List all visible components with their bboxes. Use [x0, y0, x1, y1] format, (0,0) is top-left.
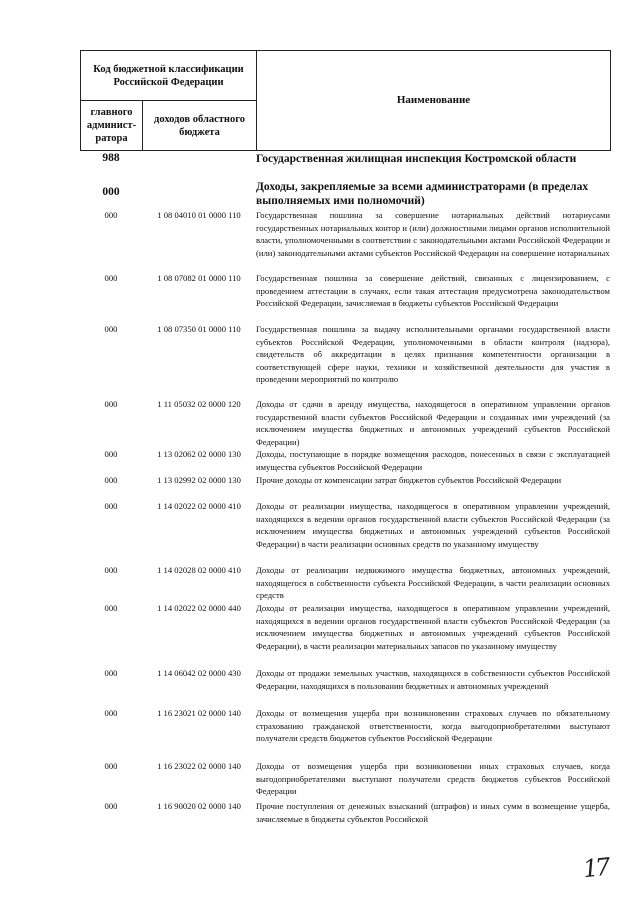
- name-header-cell: [257, 51, 611, 151]
- header-table: [80, 50, 611, 151]
- kbk-code: 1 08 04010 01 0000 110: [157, 210, 241, 220]
- admin-code: 000: [104, 324, 118, 334]
- admin-code: 000: [104, 708, 118, 718]
- row-name: Доходы от реализации имущества, находящегося в оперативном управлении учреждений, находящихся в ведении органов государственной власти субъектов Российской Федерации (за исключением имущества бюджетных и автономных учреждений субъектов Российской Федерации), в части реализации материальных запасов по указанному имуществу: [256, 603, 610, 651]
- admin-code: 000: [104, 565, 118, 575]
- code-title: Код бюджетной классификации Российской Федерации: [93, 63, 244, 88]
- row-name: Государственная пошлина за совершение действий, связанных с лицензированием, с проведением аттестации в случаях, если такая аттестация предусмотрена законодательством Российской Федерации, зачисляемая в бюджеты субъектов Российской Федерации: [256, 273, 610, 309]
- section-code: 000: [102, 186, 120, 198]
- row-name: Прочие доходы от компенсации затрат бюджетов субъектов Российской Федерации: [256, 475, 562, 485]
- kbk-code: 1 16 23022 02 0000 140: [157, 761, 241, 771]
- row-name: Доходы от сдачи в аренду имущества, находящегося в оперативном управлении органов государственной власти субъектов Российской Федерации и созданных ими учреждений (за исключением имущества бюджетных и автономных учреждений субъектов Российской Федерации): [256, 399, 610, 447]
- section-name: Доходы, закрепляемые за всеми администраторами (в пределах выполняемых ими полномочий): [256, 181, 589, 207]
- admin-code: 000: [104, 501, 118, 511]
- row-name: Доходы от возмещения ущерба при возникновении иных страховых случаев, когда выгодоприобретателями выступают получатели средств бюджетов субъектов Российской Федерации: [256, 761, 610, 797]
- code-title-cell: [81, 51, 257, 101]
- income-header-cell: [143, 101, 257, 151]
- admin-code: 000: [104, 761, 118, 771]
- kbk-code: 1 08 07350 01 0000 110: [157, 324, 241, 334]
- kbk-code: 1 11 05032 02 0000 120: [157, 399, 241, 409]
- kbk-code: 1 13 02992 02 0000 130: [157, 475, 241, 485]
- row-name: Прочие поступления от денежных взысканий (штрафов) и иных сумм в возмещение ущерба, зачисляемые в бюджеты субъектов Российской: [256, 801, 610, 824]
- kbk-code: 1 13 02062 02 0000 130: [157, 449, 241, 459]
- admin-code: 000: [104, 210, 118, 220]
- row-name: Государственная пошлина за выдачу исполнительными органами государственной власти субъектов Российской Федерации, уполномоченными в области контроля (надзора), свидетельств об аккредитации в целях признания компетентности организации в соответствующей сфере науки, техники и хозяйственной деятельности для участия в проведении мероприятий по контролю: [256, 324, 610, 385]
- kbk-code: 1 14 02028 02 0000 410: [157, 565, 241, 575]
- section-code: 988: [102, 152, 120, 164]
- kbk-code: 1 16 90020 02 0000 140: [157, 801, 241, 811]
- admin-code: 000: [104, 273, 118, 283]
- kbk-code: 1 08 07082 01 0000 110: [157, 273, 241, 283]
- admin-code: 000: [104, 475, 118, 485]
- admin-header: главного админист-ратора: [86, 107, 137, 144]
- admin-code: 000: [104, 801, 118, 811]
- section-name: Государственная жилищная инспекция Костромской области: [256, 153, 577, 165]
- name-header: Наименование: [396, 94, 471, 106]
- row-name: Доходы от реализации недвижимого имущества бюджетных, автономных учреждений, находящегося в собственности субъекта Российской Федерации, в части реализации основных средств: [256, 565, 610, 601]
- income-header: доходов областного бюджета: [154, 113, 245, 138]
- row-name: Доходы от возмещения ущерба при возникновении страховых случаев по обязательному страхованию гражданской ответственности, когда выгодоприобретателями выступают получатели средств бюджетов субъектов Российской Федерации: [256, 708, 610, 744]
- admin-code: 000: [104, 399, 118, 409]
- row-name: Доходы, поступающие в порядке возмещения расходов, понесенных в связи с эксплуатацией имущества субъектов Российской Федерации: [256, 449, 610, 472]
- admin-code: 000: [104, 603, 118, 613]
- row-name: Государственная пошлина за совершение нотариальных действий нотариусами государственных нотариальных контор и (или) должностными лицами органов исполнительной власти, уполномоченными в соответствии с законодательными актами Российской Федерации и (или) законодательными актами субъектов Российской Федерации на совершение нотариальных: [256, 210, 610, 258]
- row-name: Доходы от продажи земельных участков, находящихся в собственности субъектов Российской Федерации, находящихся в пользовании бюджетных и автономных учреждений: [256, 668, 610, 691]
- kbk-code: 1 14 02022 02 0000 410: [157, 501, 241, 511]
- row-name: Доходы от реализации имущества, находящегося в оперативном управлении учреждений, находящихся в ведении органов государственной власти субъектов Российской Федерации (за исключением имущества бюджетных и автономных учреждений субъектов Российской Федерации) в части реализации основных средств по указанному имуществу: [256, 501, 610, 549]
- admin-code: 000: [104, 668, 118, 678]
- page-number: 17: [581, 852, 609, 884]
- admin-code: 000: [104, 449, 118, 459]
- kbk-code: 1 14 02022 02 0000 440: [157, 603, 241, 613]
- kbk-code: 1 14 06042 02 0000 430: [157, 668, 241, 678]
- kbk-code: 1 16 23021 02 0000 140: [157, 708, 241, 718]
- admin-header-cell: [81, 101, 143, 151]
